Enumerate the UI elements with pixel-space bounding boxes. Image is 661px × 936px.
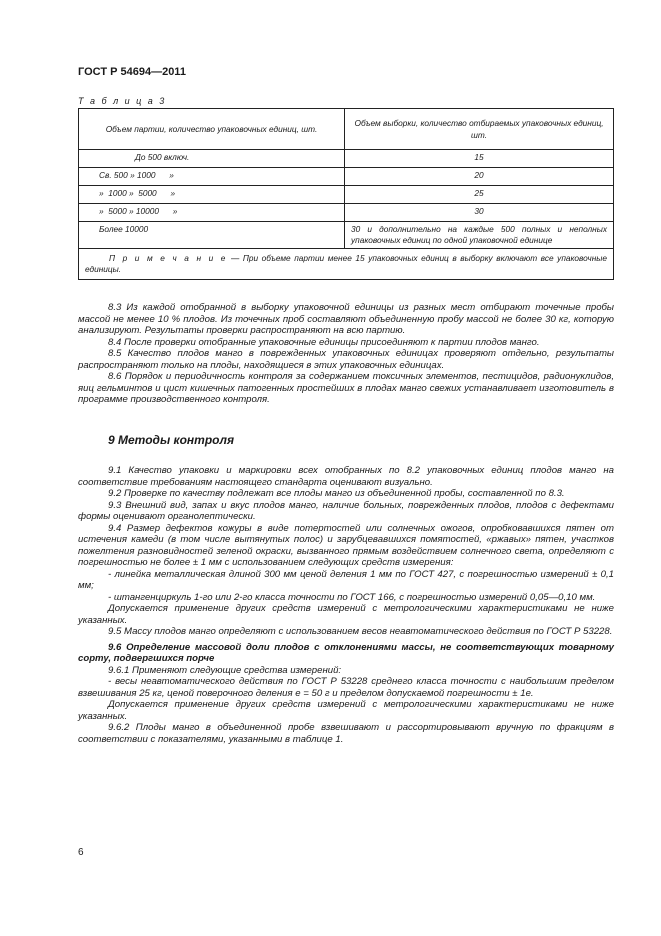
table-header-row bbox=[79, 109, 614, 150]
paragraph: - весы неавтоматического действия по ГОСТ Р 53228 среднего класса точности с наибольшим пределом взвешивания 25 кг, ценой поверочного деления e = 50 г и пределом допускаемой погрешности ± 1e. bbox=[78, 676, 614, 699]
paragraph: Допускается применение других средств измерений с метрологическими характеристиками не ниже указанных. bbox=[78, 699, 614, 722]
table-row bbox=[79, 222, 614, 249]
paragraph: 8.5 Качество плодов манго в поврежденных упаковочных единицах проверяют отдельно, результаты распространяют только на плоды, находящиеся в этих упаковочных единицах. bbox=[78, 348, 614, 371]
document-header: ГОСТ Р 54694—2011 bbox=[78, 66, 186, 78]
table-row bbox=[79, 168, 614, 186]
table-cell-sample: 30 bbox=[345, 204, 614, 222]
table-cell-batch: Более 10000 bbox=[79, 222, 345, 249]
table-cell-batch: До 500 включ. bbox=[79, 150, 345, 168]
table-cell-sample: 25 bbox=[345, 186, 614, 204]
paragraph: 9.5 Массу плодов манго определяют с использованием весов неавтоматического действия по ГОСТ Р 53228. bbox=[108, 626, 613, 637]
section-9-paragraphs bbox=[78, 465, 614, 745]
note-label: П р и м е ч а н и е bbox=[109, 253, 228, 263]
paragraph: - линейка металлическая длиной 300 мм ценой деления 1 мм по ГОСТ 427, с погрешностью измерений ± 0,1 мм; bbox=[78, 568, 614, 591]
subsection-title: 9.6 Определение массовой доли плодов с отклонениями массы, не соответствующих товарному сорту, подвергшихся порче bbox=[78, 641, 614, 664]
paragraph: 8.4 После проверки отобранные упаковочные единицы присоединяют к партии плодов манго. bbox=[108, 336, 540, 348]
paragraph: 9.4 Размер дефектов кожуры в виде потертостей или солнечных ожогов, опробковавшихся пятен от истечения камеди (в том числе вытянутых полос) и зарубцевавшихся помятостей, «ржавых» пятен, участков пожелтения разновидностей зеленой окраски, вызванного прямым воздействием солнечного света, определяют с погрешностью не более ± 1 мм с использованием следующих средств измерения: bbox=[78, 522, 614, 568]
column-header-batch: Объем партии, количество упаковочных единиц, шт. bbox=[79, 109, 345, 150]
paragraph: 9.6.2 Плоды манго в объединенной пробе взвешивают и рассортировывают вручную по фракциям в соответствии с показателями, указанными в таблице 1. bbox=[78, 722, 614, 745]
table-caption: Т а б л и ц а 3 bbox=[78, 96, 167, 106]
sample-size-table bbox=[78, 108, 614, 280]
table-row bbox=[79, 186, 614, 204]
table-note bbox=[79, 249, 614, 280]
paragraph: 8.3 Из каждой отобранной в выборку упаковочной единицы из разных мест отбирают точечные пробы массой не менее 10 % плодов. Из точечных проб составляют объединенную пробу массой не более 30 кг, которую анализируют. Результаты проверки распространяют на всю партию. bbox=[78, 302, 614, 336]
section-title: 9 Методы контроля bbox=[108, 433, 235, 447]
paragraph: 9.2 Проверке по качеству подлежат все плоды манго из объединенной пробы, составленной по 8.3. bbox=[108, 488, 565, 499]
table-cell-sample: 20 bbox=[345, 168, 614, 186]
paragraph: 8.6 Порядок и периодичность контроля за содержанием токсичных элементов, пестицидов, радионуклидов, яиц гельминтов и цист кишечных патогенных простейших в плодах манго свежих устанавливает изготовитель в программе производственного контроля. bbox=[78, 371, 614, 405]
paragraph: 9.6.1 Применяют следующие средства измерений: bbox=[108, 664, 342, 676]
table-row bbox=[79, 204, 614, 222]
page-number: 6 bbox=[78, 847, 84, 858]
paragraph: - штангенциркуль 1-го или 2-го класса точности по ГОСТ 166, с погрешностью измерений 0,05—0,10 мм. bbox=[108, 591, 596, 603]
table-cell-batch: » 1000 » 5000 » bbox=[79, 186, 345, 204]
table-note-row bbox=[79, 249, 614, 280]
table-cell-batch: » 5000 » 10000 » bbox=[79, 204, 345, 222]
paragraph: 9.3 Внешний вид, запах и вкус плодов манго, наличие больных, поврежденных плодов, плодов с дефектами формы оценивают органолептически. bbox=[78, 499, 614, 522]
column-header-sample: Объем выборки, количество отбираемых упаковочных единиц, шт. bbox=[345, 109, 614, 150]
paragraph: Допускается применение других средств измерений с метрологическими характеристиками не ниже указанных. bbox=[78, 603, 614, 626]
table-cell-sample: 15 bbox=[345, 150, 614, 168]
note-text: — При объеме партии менее 15 упаковочных единиц в выборку включают все упаковочные единицы. bbox=[85, 253, 607, 274]
paragraph: 9.1 Качество упаковки и маркировки всех отобранных по 8.2 упаковочных единиц плодов манго на соответствие требованиям настоящего стандарта оценивают визуально. bbox=[78, 465, 614, 488]
table-row bbox=[79, 150, 614, 168]
table-cell-batch: Св. 500 » 1000 » bbox=[79, 168, 345, 186]
table-cell-sample: 30 и дополнительно на каждые 500 полных и неполных упаковочных единиц по одной упаковочной единице bbox=[345, 222, 614, 249]
section-8-paragraphs bbox=[78, 302, 614, 406]
